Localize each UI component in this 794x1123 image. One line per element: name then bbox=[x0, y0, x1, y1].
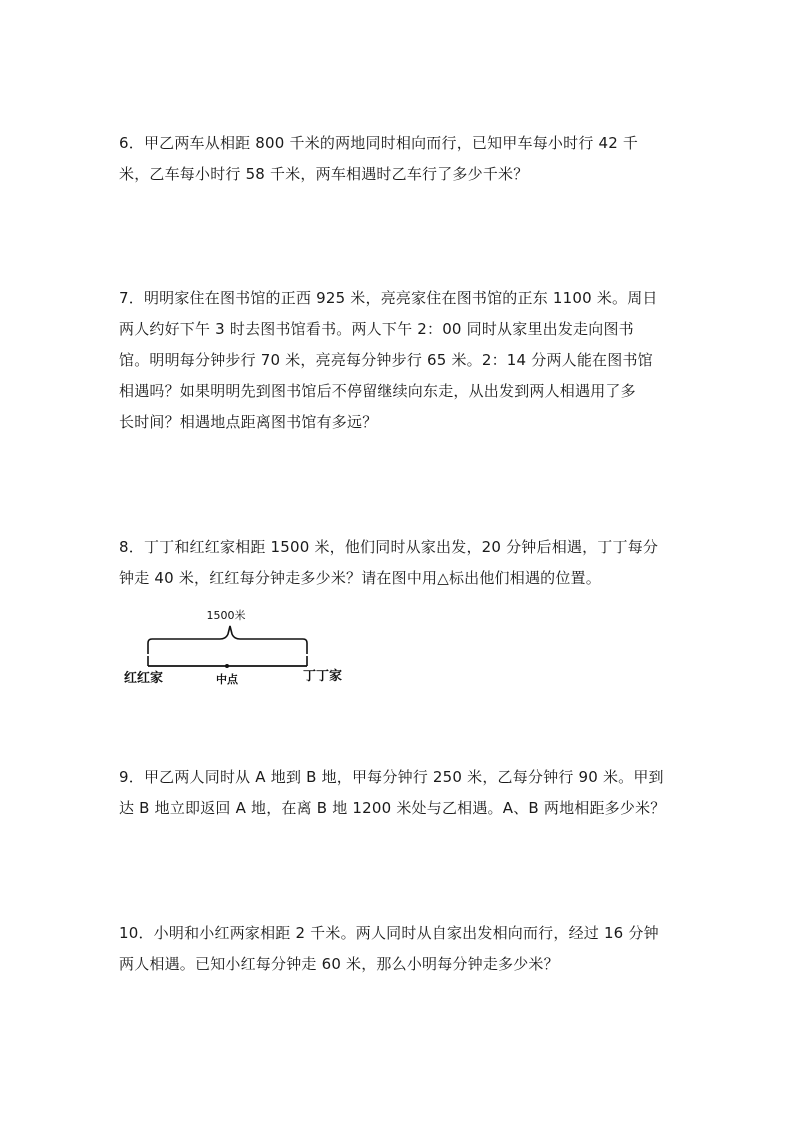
question-line: 米，乙车每小时行 58 千米，两车相遇时乙车行了多少千米？ bbox=[119, 165, 529, 183]
question-7 bbox=[119, 283, 679, 438]
question-line: 7．明明家住在图书馆的正西 925 米，亮亮家住在图书馆的正东 1100 米。周日 bbox=[119, 289, 658, 307]
question-line: 钟走 40 米，红红每分钟走多少米？请在图中用△标出他们相遇的位置。 bbox=[119, 569, 601, 587]
question-6 bbox=[119, 128, 679, 190]
question-line: 长时间？相遇地点距离图书馆有多远？ bbox=[119, 413, 378, 431]
distance-brace bbox=[148, 626, 307, 654]
left-home-label: 红红家 bbox=[124, 671, 164, 686]
question-line: 8．丁丁和红红家相距 1500 米，他们同时从家出发，20 分钟后相遇，丁丁每分 bbox=[119, 538, 659, 556]
question-line: 两人相遇。已知小红每分钟走 60 米，那么小明每分钟走多少米？ bbox=[119, 955, 559, 973]
question-line: 相遇吗？如果明明先到图书馆后不停留继续向东走，从出发到两人相遇用了多 bbox=[119, 382, 636, 400]
distance-label: 1500米 bbox=[206, 609, 246, 622]
midpoint-label: 中点 bbox=[216, 673, 238, 686]
question-line: 6．甲乙两车从相距 800 千米的两地同时相向而行，已知甲车每小时行 42 千 bbox=[119, 134, 639, 152]
question-line: 10．小明和小红两家相距 2 千米。两人同时从自家出发相向而行，经过 16 分钟 bbox=[119, 924, 659, 942]
question-line: 9．甲乙两人同时从 A 地到 B 地，甲每分钟行 250 米，乙每分钟行 90 米。甲到 bbox=[119, 768, 664, 786]
question-9 bbox=[119, 762, 679, 824]
question-line: 馆。明明每分钟步行 70 米，亮亮每分钟步行 65 米。2：14 分两人能在图书馆 bbox=[119, 351, 653, 369]
question-line: 达 B 地立即返回 A 地，在离 B 地 1200 米处与乙相遇。A、B 两地相距多少米？ bbox=[119, 799, 666, 817]
right-home-label: 丁丁家 bbox=[303, 669, 343, 684]
distance-diagram bbox=[118, 604, 358, 694]
midpoint-dot bbox=[225, 664, 229, 668]
question-10 bbox=[119, 918, 679, 980]
question-line: 两人约好下午 3 时去图书馆看书。两人下午 2：00 同时从家里出发走向图书 bbox=[119, 320, 634, 338]
question-8 bbox=[119, 532, 679, 594]
